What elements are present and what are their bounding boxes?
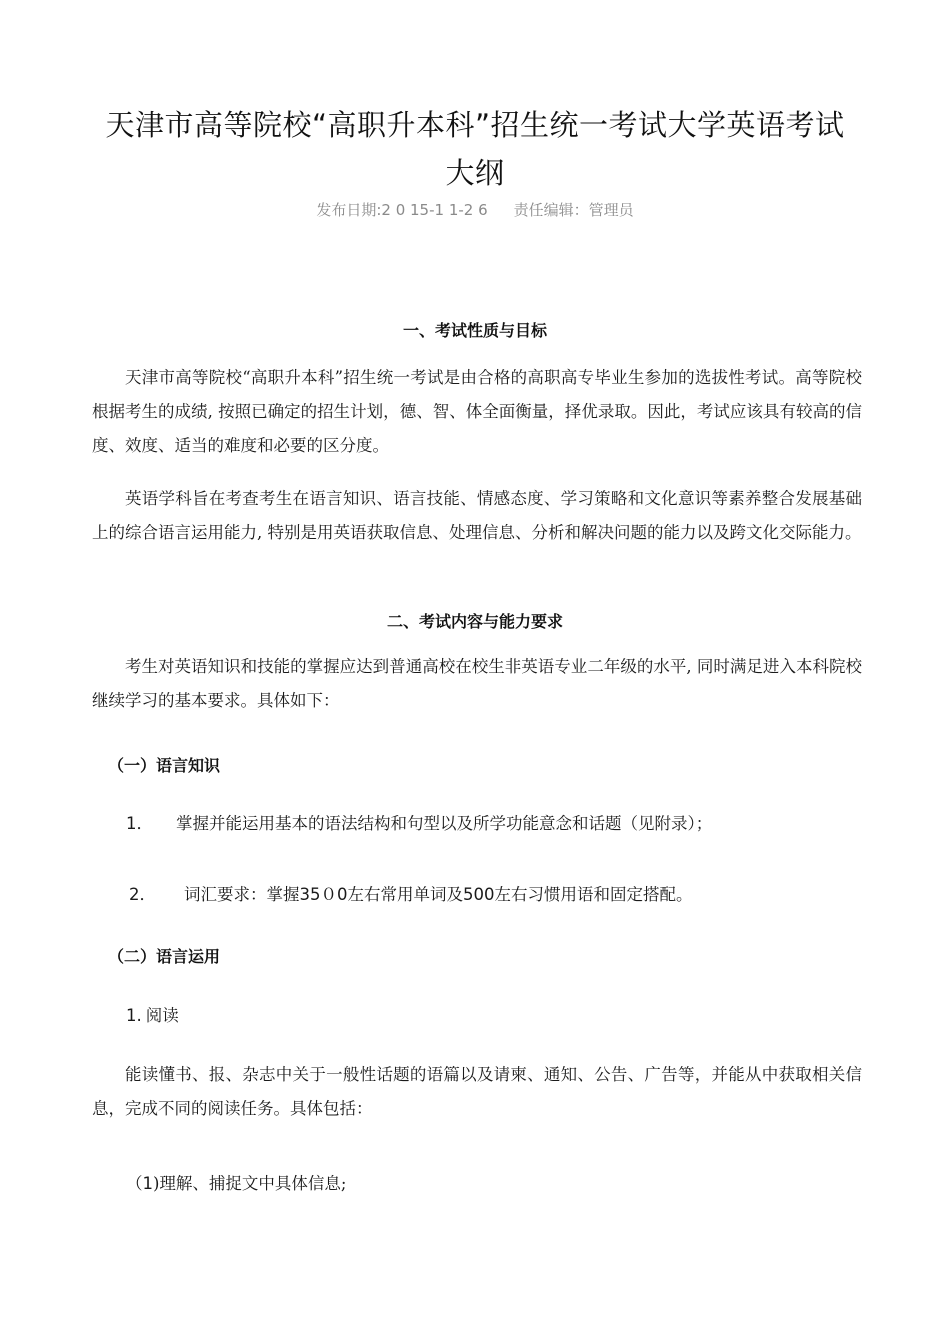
reading-paragraph: 能读懂书、报、杂志中关于一般性话题的语篇以及请柬、通知、公告、广告等，并能从中获取相关信息，完成不同的阅读任务。具体包括： [92,1065,862,1118]
list-item-2-text-a: 词汇要求：掌握 [184,885,300,904]
section-1-paragraph-2: 英语学科旨在考查考生在语言知识、语言技能、情感态度、学习策略和文化意识等素养整合发展基础上的综合语言运用能力, 特别是用英语获取信息、处理信息、分析和解决问题的能力以及跨文化交际能力。 [92,489,862,542]
section-2-heading: 二、考试内容与能力要求 [386,612,563,631]
list-item-2 [129,881,693,909]
list-item-2-number: 2． [129,885,156,904]
article-title-line-1: 天津市高等院校“高职升本科”招生统一考试大学英语考试 [105,108,845,142]
subsection-language-use: （二）语言运用 [108,947,221,966]
list-item-2-number-500: 500 [463,885,495,904]
reading-label: 阅读 [145,1006,179,1025]
article-title-line-2: 大纲 [445,156,505,190]
section-1-paragraph-1: 天津市高等院校“高职升本科”招生统一考试是由合格的高职高专毕业生参加的选拔性考试。高等院校根据考生的成绩, 按照已确定的招生计划，德、智、体全面衡量，择优录取。因此，考试应该具有较高的信度、效度、适当的难度和必要的区分度。 [92,368,862,455]
reading-task-1-number: 1 [142,1174,153,1193]
list-item-2-text-b: 左右常用单词及 [347,885,463,904]
section-1-heading: 一、考试性质与目标 [402,321,547,340]
editor-label: 责任编辑：管理员 [513,201,634,219]
list-item-2-number-3500: 35０0 [299,885,348,904]
reading-task-1-text: )理解、捕捉文中具体信息; [153,1174,347,1193]
article-meta [0,199,950,220]
reading-number: 1. [126,1006,142,1025]
list-item-1-text: 掌握并能运用基本的语法结构和句型以及所学功能意念和话题（见附录）； [176,814,713,833]
section-2-paragraph-1: 考生对英语知识和技能的掌握应达到普通高校在校生非英语专业二年级的水平, 同时满足进入本科院校继续学习的基本要求。具体如下： [92,657,862,710]
reading-task-1 [126,1170,347,1198]
reading-task-1-open: （ [126,1174,143,1193]
reading-heading [126,1002,179,1030]
list-item-2-text-c: 左右习惯用语和固定搭配。 [494,885,693,904]
list-item-1 [126,810,712,838]
list-item-1-number: 1． [126,814,153,833]
publish-date: 发布日期:2 0 15-1 1-2 6 [316,201,488,219]
subsection-language-knowledge: （一）语言知识 [108,756,221,775]
